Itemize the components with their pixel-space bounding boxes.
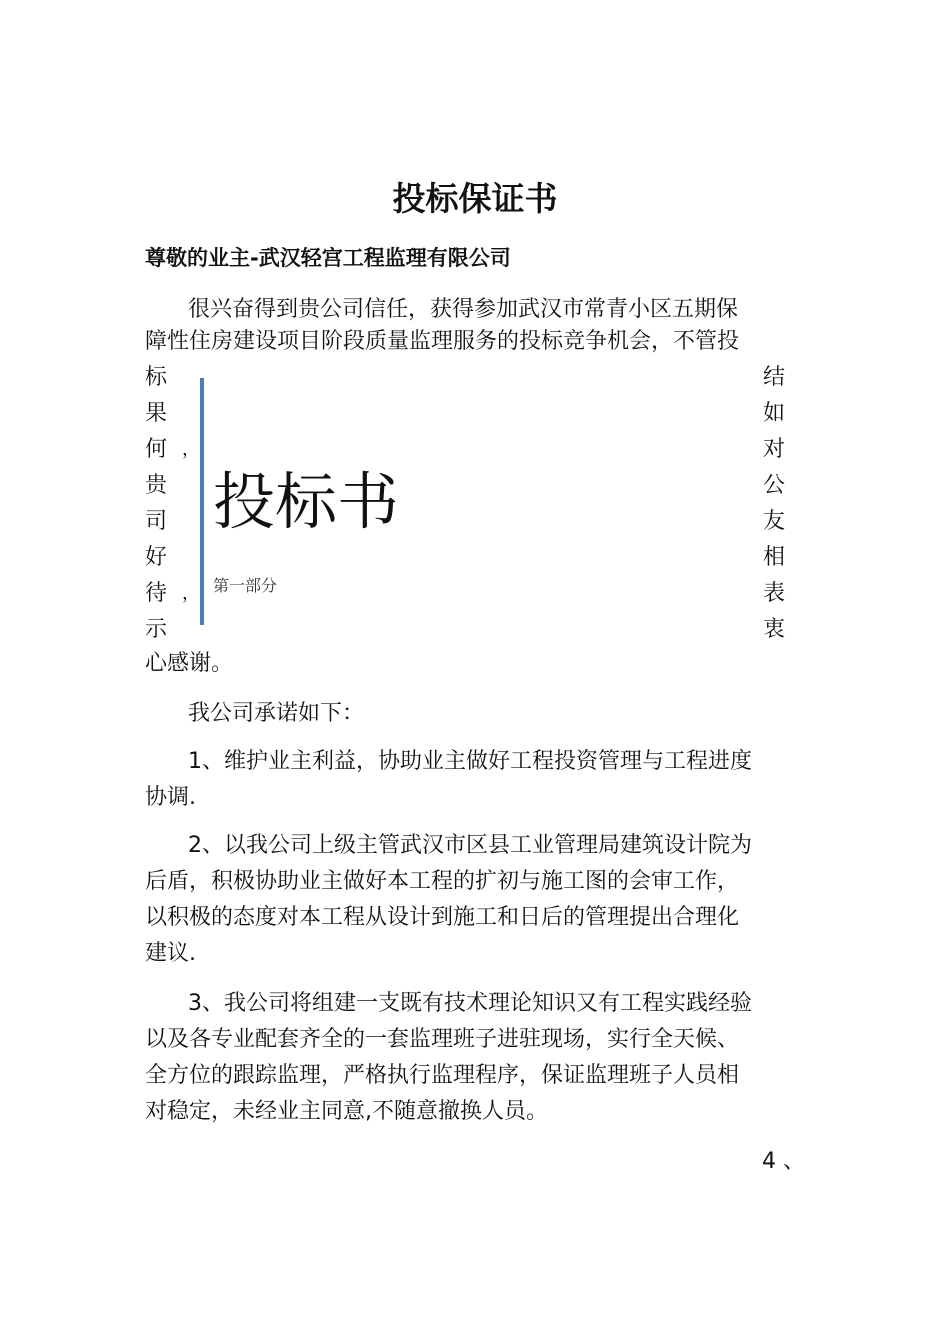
para1-right-char: 衷 <box>763 617 786 642</box>
para1-left-char: 果 <box>145 401 168 426</box>
item2-line2: 后盾，积极协助业主做好本工程的扩初与施工图的会审工作， <box>145 869 740 894</box>
para1-left-char: 何 <box>145 437 168 462</box>
para1-left-char: 贵 <box>145 473 168 498</box>
item1-line2: 协调. <box>145 785 196 810</box>
para1-line1: 很兴奋得到贵公司信任，获得参加武汉市常青小区五期保 <box>188 297 739 322</box>
para1-right-char: 友 <box>763 509 786 534</box>
para1-left-char: 好 <box>145 545 168 570</box>
para1-left-char: 标 <box>145 365 168 390</box>
cover-subtitle: 第一部分 <box>213 576 278 595</box>
para1-right-char: 表 <box>763 581 786 606</box>
para1-right-char: 结 <box>763 365 786 390</box>
para1-left-char: 示 <box>145 617 168 642</box>
item3-line1: 3、我公司将组建一支既有技术理论知识又有工程实践经验 <box>188 991 752 1016</box>
para1-comma: ， <box>182 583 200 604</box>
para1-line-end: 心感谢。 <box>145 651 234 676</box>
item1-line1: 1、维护业主利益，协助业主做好工程投资管理与工程进度 <box>188 749 752 774</box>
item2-line3: 以积极的态度对本工程从设计到施工和日后的管理提出合理化 <box>145 905 740 930</box>
para1-right-char: 相 <box>763 545 786 570</box>
para1-right-char: 对 <box>763 437 786 462</box>
item3-line4: 对稳定，未经业主同意,不随意撤换人员。 <box>145 1099 548 1124</box>
para1-right-char: 公 <box>763 473 786 498</box>
item2-line1: 2、以我公司上级主管武汉市区县工业管理局建筑设计院为 <box>188 833 752 858</box>
document-title: 投标保证书 <box>392 179 558 218</box>
cover-accent-bar <box>200 378 204 625</box>
para1-left-char: 待 <box>145 581 168 606</box>
para1-right-char: 如 <box>763 401 786 426</box>
item3-line2: 以及各专业配套齐全的一套监理班子进驻现场，实行全天候、 <box>145 1027 740 1052</box>
para1-left-char: 司 <box>145 509 168 534</box>
para1-line2: 障性住房建设项目阶段质量监理服务的投标竞争机会，不管投 <box>145 329 740 354</box>
item2-line4: 建议. <box>145 941 196 966</box>
item3-line3: 全方位的跟踪监理，严格执行监理程序，保证监理班子人员相 <box>145 1063 740 1088</box>
item4-start: 4 、 <box>762 1149 805 1174</box>
salutation: 尊敬的业主-武汉轻宫工程监理有限公司 <box>145 246 511 270</box>
cover-title: 投标书 <box>213 465 400 538</box>
para1-comma: ， <box>182 439 200 460</box>
para2: 我公司承诺如下： <box>188 701 365 726</box>
